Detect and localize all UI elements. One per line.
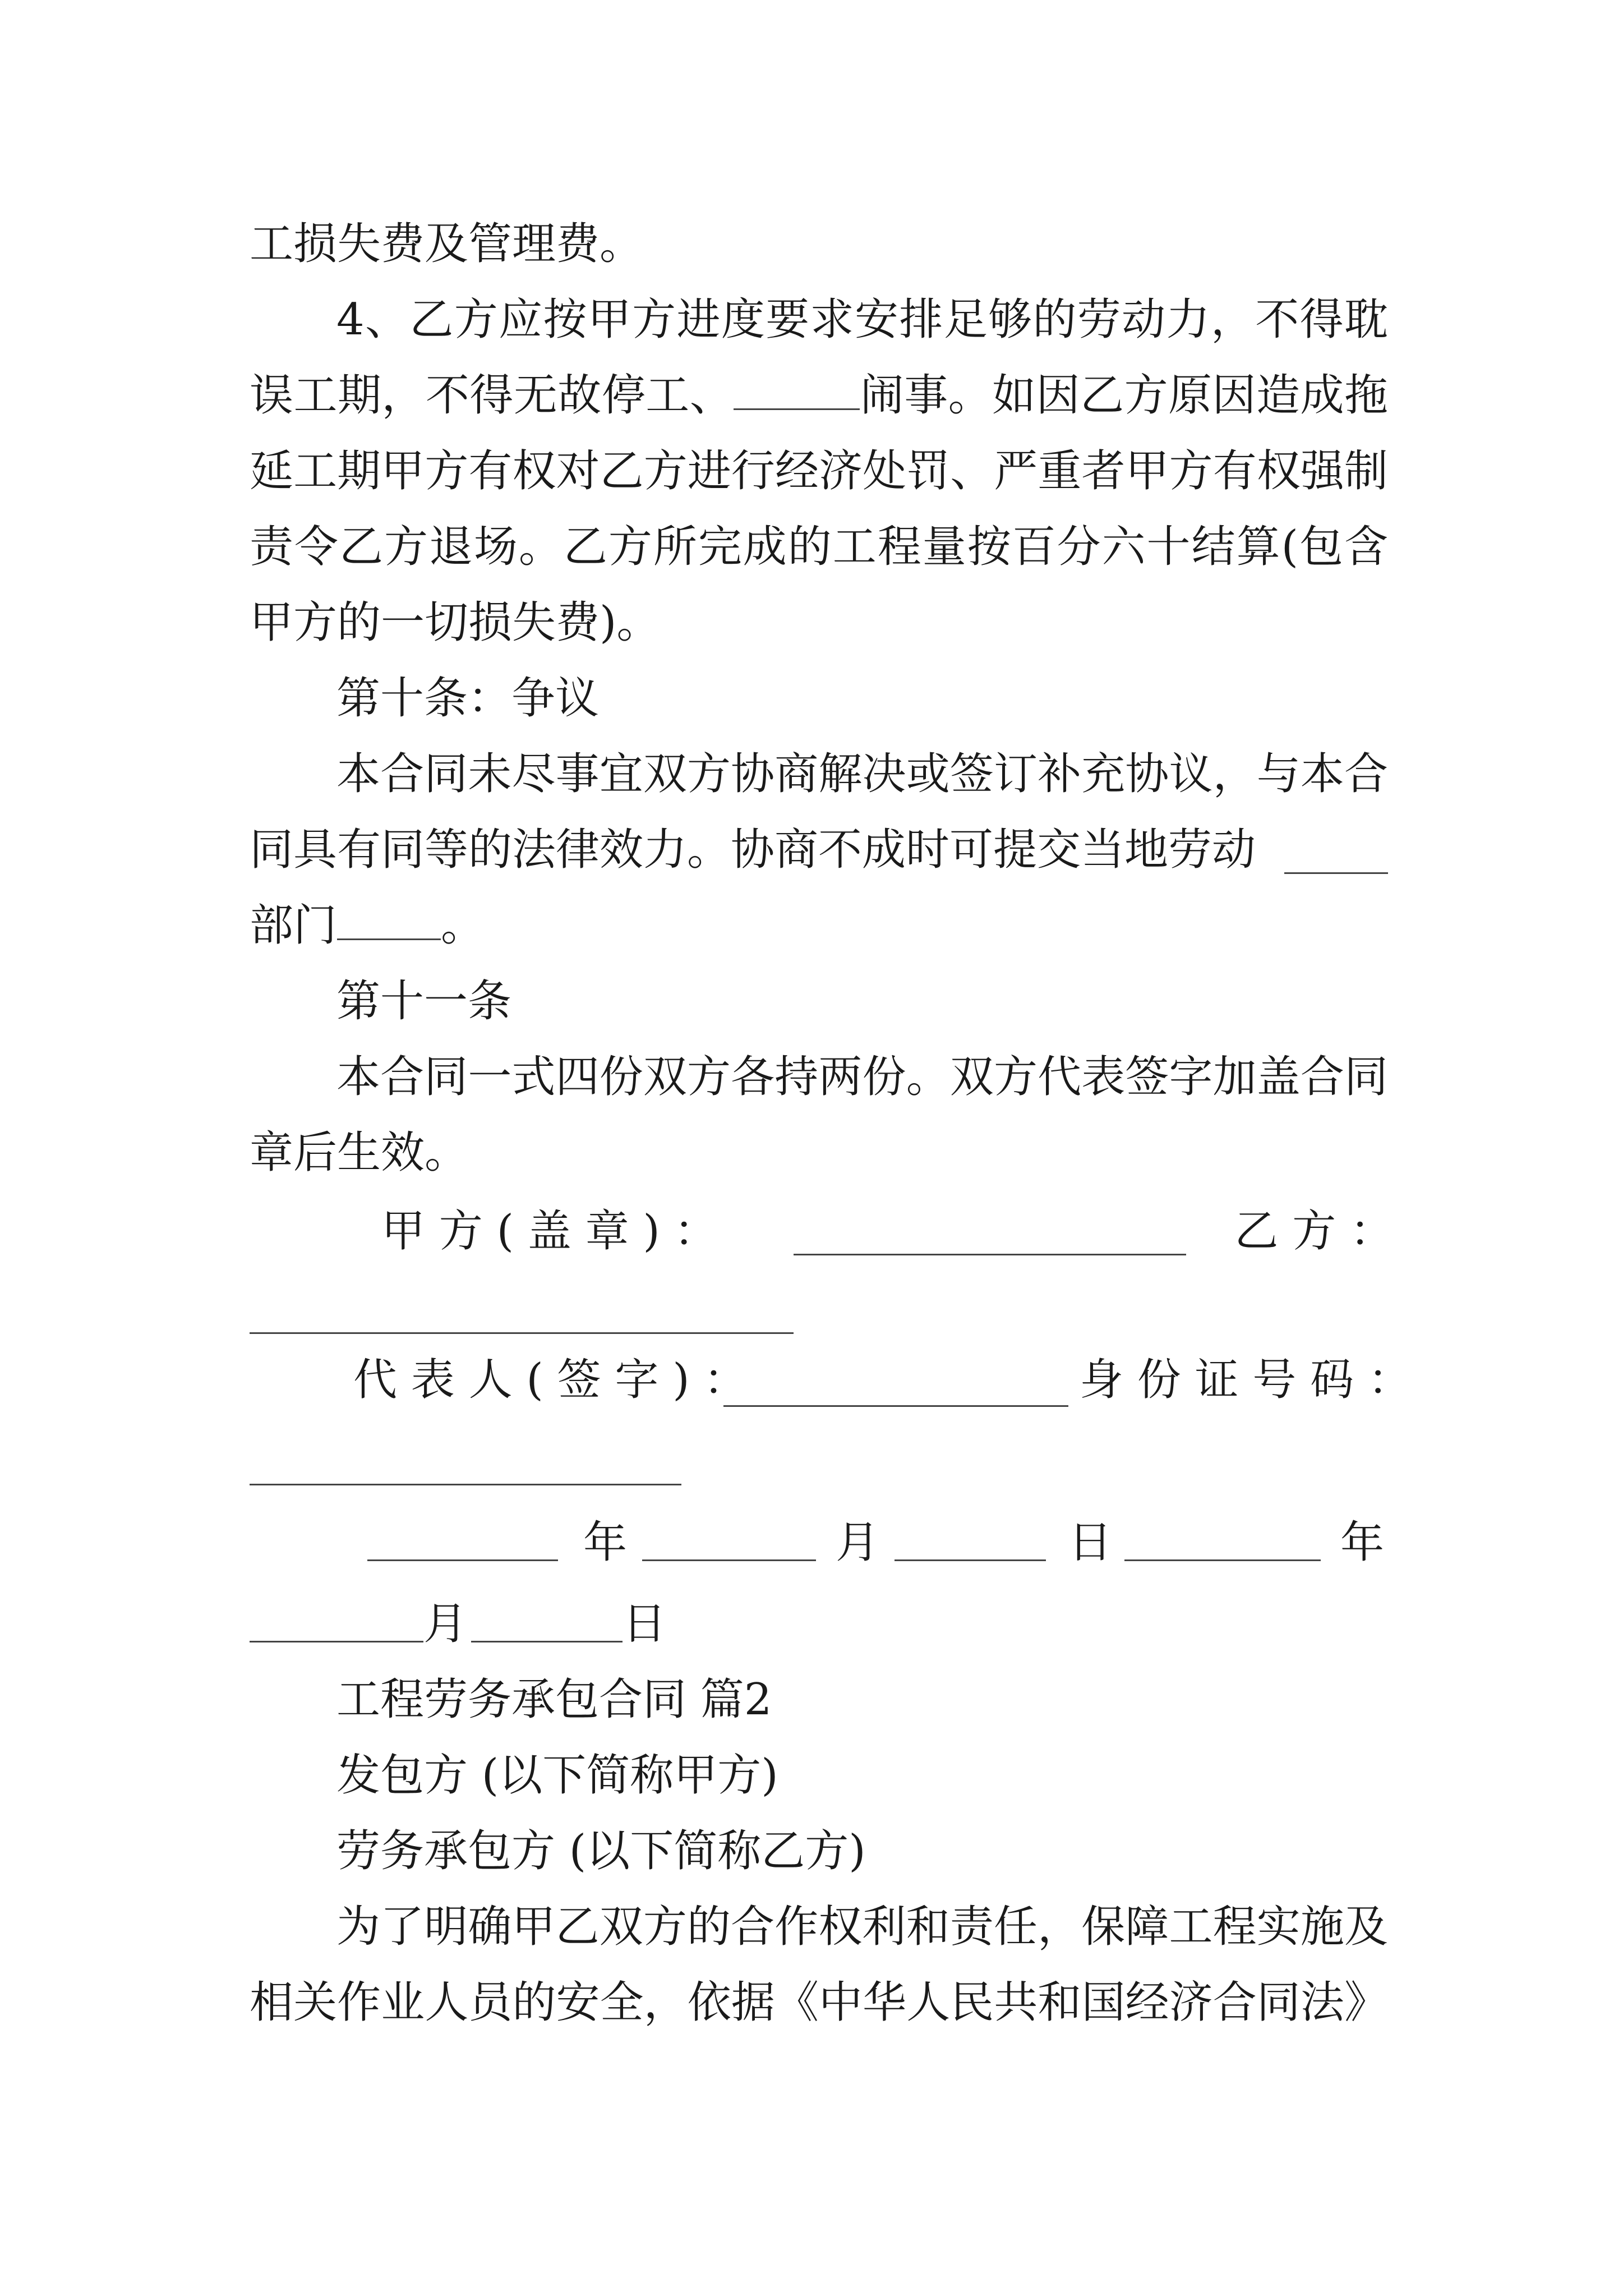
year-label-2: 年 [1340, 1517, 1385, 1568]
text-line-9 [250, 822, 1388, 878]
representative-blank[interactable] [723, 1405, 1068, 1407]
text-line-10-part-2: 。 [441, 900, 485, 951]
date-day-blank-2[interactable] [471, 1641, 623, 1642]
day-label-2: 日 [623, 1599, 667, 1649]
blank-field[interactable] [734, 369, 860, 410]
month-label-1: 月 [836, 1517, 880, 1568]
section-heading-contract-2: 工程劳务承包合同 篇2 [336, 1674, 772, 1725]
month-label-2: 月 [423, 1599, 468, 1649]
text-line-8: 本合同未尽事宜双方协商解决或签订补充协议，与本合 [336, 749, 1388, 799]
text-line-9-part-1: 同具有同等的法律效力。协商不成时可提交当地劳动 [250, 825, 1256, 875]
party-a-blank[interactable] [794, 1254, 1186, 1255]
date-month-blank-2[interactable] [250, 1641, 423, 1642]
text-line-contractor: 劳务承包方 (以下简称乙方) [336, 1826, 866, 1876]
text-line-13: 章后生效。 [250, 1128, 469, 1178]
text-line-3-part-2: 闹事。如因乙方原因造成拖 [860, 370, 1388, 421]
party-b-blank[interactable] [250, 1332, 794, 1334]
text-line-1: 工损失费及管理费。 [250, 219, 644, 269]
text-line-6: 甲方的一切损失费)。 [250, 597, 661, 648]
party-a-label: 甲 方 ( 盖 章 ) ： [381, 1206, 718, 1257]
text-line-10 [250, 898, 1388, 954]
date-month-blank-1[interactable] [642, 1559, 816, 1561]
text-line-4: 延工期甲方有权对乙方进行经济处罚、严重者甲方有权强制 [250, 446, 1388, 496]
text-line-purpose-1: 为了明确甲乙双方的合作权利和责任，保障工程实施及 [336, 1902, 1388, 1952]
section-heading-article-10: 第十条：争议 [336, 673, 600, 724]
day-label-1: 日 [1068, 1517, 1113, 1568]
id-number-label: 身 份 证 号 码 ： [1080, 1355, 1412, 1405]
text-line-purpose-2: 相关作业人员的安全，依据《中华人民共和国经济合同法》 [250, 1977, 1388, 2028]
date-year-blank-1[interactable] [367, 1559, 558, 1561]
year-label-1: 年 [583, 1517, 628, 1568]
date-year-blank-2[interactable] [1124, 1559, 1321, 1561]
date-day-blank-1[interactable] [895, 1559, 1046, 1561]
text-line-12: 本合同一式四份双方各持两份。双方代表签字加盖合同 [336, 1052, 1388, 1102]
blank-field[interactable] [1284, 872, 1388, 874]
text-line-3 [250, 367, 1388, 424]
id-number-blank[interactable] [250, 1484, 681, 1485]
section-heading-article-11: 第十一条 [336, 976, 512, 1027]
representative-label: 代 表 人 ( 签 字 ) ： [353, 1355, 748, 1405]
text-line-employer: 发包方 (以下简称甲方) [336, 1750, 778, 1801]
blank-field[interactable] [337, 899, 441, 940]
text-line-3-part-1: 误工期，不得无故停工、 [250, 370, 734, 421]
text-line-2: 4、乙方应按甲方进度要求安排足够的劳动力，不得耽 [336, 295, 1388, 345]
text-line-10-part-1: 部门 [250, 900, 338, 951]
party-b-label: 乙 方 ： [1234, 1206, 1394, 1257]
text-line-5: 责令乙方退场。乙方所完成的工程量按百分六十结算(包含 [250, 522, 1388, 572]
